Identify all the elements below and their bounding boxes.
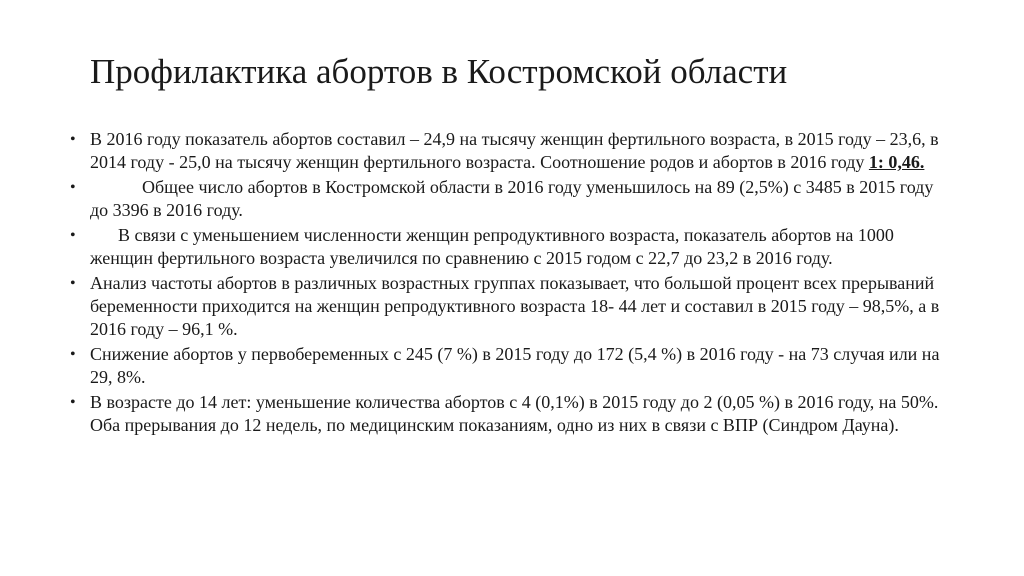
bullet-icon: • — [70, 227, 76, 244]
bullet-text: В возрасте до 14 лет: уменьшение количества абортов с 4 (0,1%) в 2015 году до 2 (0,05 %) в 2016 году, на 50%. Оба прерывания до 12 недель, по медицинским показаниям, одно из них в связи с ВПР (Синдром Дауна). — [90, 392, 939, 435]
bullet-text: Общее число абортов в Костромской области в 2016 году уменьшилось на 89 (2,5%) с 3485 в 2015 году до 3396 в 2016 году. — [90, 177, 934, 220]
bullet-text: Снижение абортов у первобеременных с 245 (7 %) в 2015 году до 172 (5,4 %) в 2016 году - на 73 случая или на 29, 8%. — [90, 344, 940, 387]
bullet-item-age-groups — [70, 272, 950, 341]
bullet-item-abortion-rate — [70, 128, 950, 174]
slide-title: Профилактика абортов в Костромской области — [90, 52, 788, 91]
bullet-icon: • — [70, 131, 76, 148]
bullet-icon: • — [70, 179, 76, 196]
bullet-item-reproductive-age — [70, 224, 950, 270]
bullet-icon: • — [70, 275, 76, 292]
bullet-item-under-14 — [70, 391, 950, 437]
bullet-item-first-pregnancy — [70, 343, 950, 389]
ratio-emphasis: 1: 0,46. — [868, 152, 925, 172]
bullet-item-total-abortions — [70, 176, 950, 222]
bullet-list — [70, 128, 950, 439]
bullet-text: В связи с уменьшением численности женщин репродуктивного возраста, показатель абортов на 1000 женщин фертильного возраста увеличился по сравнению с 2015 годом с 22,7 до 23,2 в 2016 году. — [90, 225, 894, 268]
bullet-text: Анализ частоты абортов в различных возрастных группах показывает, что большой процент всех прерываний беременности приходится на женщин репродуктивного возраста 18- 44 лет и составил в 2015 году – 98,5%, а в 2016 году – 96,1 %. — [90, 273, 940, 339]
bullet-icon: • — [70, 394, 76, 411]
bullet-icon: • — [70, 346, 76, 363]
bullet-text: В 2016 году показатель абортов составил – 24,9 на тысячу женщин фертильного возраста, в 2015 году – 23,6, в 2014 году - 25,0 на тысячу женщин фертильного возраста. Соотношение родов и абортов в 2016 году — [90, 129, 939, 172]
